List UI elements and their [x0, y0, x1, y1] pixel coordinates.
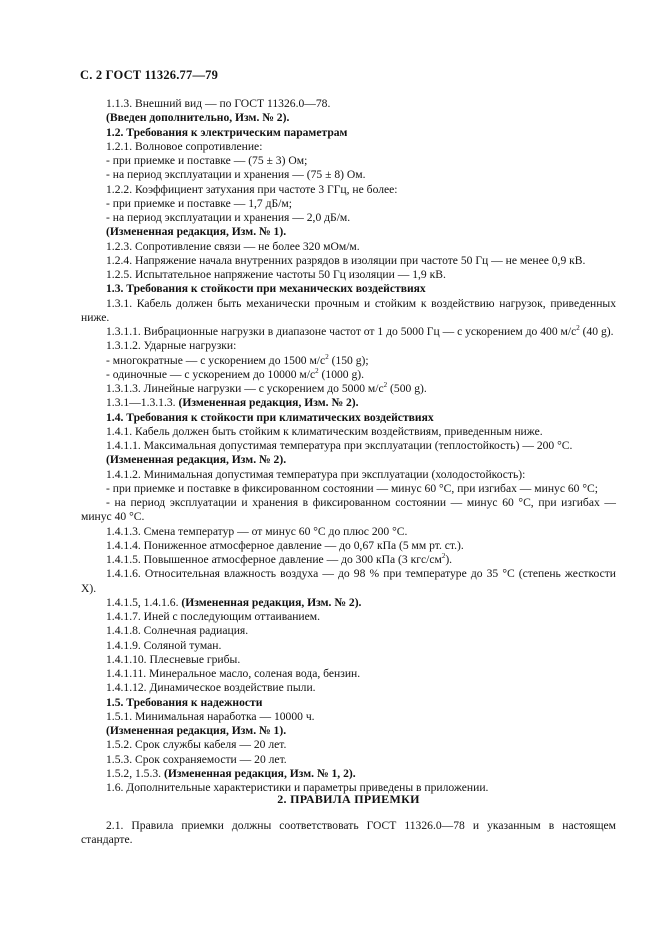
clause-1-4-1-5	[81, 553, 616, 567]
amendment-note: (Измененная редакция, Изм. № 1).	[106, 724, 287, 737]
clause-1-4-1-10: 1.4.1.10. Плесневые грибы.	[106, 652, 241, 666]
clause-text: ).	[445, 553, 453, 566]
clause-1-5-2: 1.5.2. Срок службы кабеля — 20 лет.	[106, 738, 287, 752]
clause-1-4-1-7: 1.4.1.7. Иней с последующим оттаиванием.	[106, 610, 321, 623]
section-1-body	[81, 97, 616, 795]
clause-1-4-1-3: 1.4.1.3. Смена температур — от минус 60 °С до плюс 200 °С.	[106, 524, 408, 538]
amendment-note: (Измененная редакция, Изм. № 1, 2).	[163, 766, 356, 780]
clause-text: 1.4.1.5, 1.4.1.6.	[106, 595, 182, 609]
clause-1-5-1: 1.5.1. Минимальная наработка — 10000 ч.	[106, 709, 315, 723]
list-item: - на период эксплуатации и хранения — 2,0 дБ/м.	[106, 211, 351, 224]
subsection-heading-1-4: 1.4. Требования к стойкости при климатических воздействиях	[106, 410, 434, 424]
clause-1-4-1-9: 1.4.1.9. Соляной туман.	[106, 638, 222, 652]
clause-2-1: 2.1. Правила приемки должны соответствовать ГОСТ 11326.0—78 и указанным в настоящем стандарте.	[81, 819, 616, 847]
clause-1-2-3: 1.2.3. Сопротивление связи — не более 320 мОм/м.	[106, 239, 360, 253]
clause-1-3-1: 1.3.1. Кабель должен быть механически прочным и стойким к воздействию нагрузок, приведенных ниже.	[81, 296, 616, 324]
list-item: - на период эксплуатации и хранения — (75 ± 8) Ом.	[106, 168, 366, 182]
clause-1-4-1: 1.4.1. Кабель должен быть стойким к климатическим воздействиям, приведенным ниже.	[106, 424, 543, 438]
clause-text: 1.3.1—1.3.1.3.	[106, 396, 179, 410]
amendment-note: (Измененная редакция, Изм. № 2).	[178, 396, 359, 410]
clause-1-3-1-1	[81, 325, 616, 339]
clause-1-4-1-12: 1.4.1.12. Динамическое воздействие пыли.	[106, 681, 316, 695]
subsection-heading-1-2: 1.2. Требования к электрическим параметрам	[106, 125, 348, 139]
clause-1-1-3: 1.1.3. Внешний вид — по ГОСТ 11326.0—78.	[106, 97, 331, 110]
clause-1-2-2: 1.2.2. Коэффициент затухания при частоте 3 ГГц, не более:	[106, 182, 398, 196]
subsection-heading-1-3: 1.3. Требования к стойкости при механических воздействиях	[106, 282, 426, 296]
clause-1-2-1: 1.2.1. Волновое сопротивление:	[106, 139, 263, 153]
clause-1-2-5: 1.2.5. Испытательное напряжение частоты 50 Гц изоляции — 1,9 кВ.	[106, 268, 446, 281]
clause-1-4-1-6: 1.4.1.6. Относительная влажность воздуха — до 98 % при температуре до 35 °С (степень жесткости X).	[81, 567, 616, 595]
superscript: 2	[325, 352, 329, 361]
page-header: С. 2 ГОСТ 11326.77—79	[80, 68, 219, 82]
superscript: 2	[315, 366, 319, 375]
clause-1-3-1-2: 1.3.1.2. Ударные нагрузки:	[106, 339, 237, 353]
amendment-ref	[81, 767, 616, 781]
clause-text: (40 g).	[579, 325, 614, 338]
section-2-title: 2. ПРАВИЛА ПРИЕМКИ	[277, 792, 420, 806]
list-item: - при приемке и поставке в фиксированном состоянии — минус 60 °С, при изгибах — минус 60 °С;	[106, 481, 598, 495]
subsection-heading-1-5: 1.5. Требования к надежности	[106, 695, 263, 709]
amendment-note: (Измененная редакция, Изм. № 2).	[181, 595, 362, 609]
clause-text: (1000 g).	[318, 367, 365, 381]
amendment-note: (Измененная редакция, Изм. № 1).	[106, 225, 287, 239]
clause-text: 1.5.2, 1.5.3.	[106, 766, 164, 780]
clause-text: (500 g).	[387, 382, 427, 395]
list-item: - на период эксплуатации и хранения в фиксированном состоянии — минус 60 °С, при изгибах — минус 40 °С.	[81, 496, 616, 524]
list-item	[81, 354, 616, 368]
clause-1-4-1-2: 1.4.1.2. Минимальная допустимая температура при эксплуатации (холодостойкость):	[106, 467, 526, 481]
clause-text: - многократные — с ускорением до 1500 м/с	[106, 353, 326, 367]
clause-1-4-1-8: 1.4.1.8. Солнечная радиация.	[106, 624, 249, 638]
clause-1-4-1-11: 1.4.1.11. Минеральное масло, соленая вода, бензин.	[106, 667, 361, 680]
amendment-ref	[81, 596, 616, 610]
superscript: 2	[441, 552, 446, 560]
superscript: 2	[383, 381, 388, 389]
clause-1-4-1-1: 1.4.1.1. Максимальная допустимая температура при эксплуатации (теплостойкость) — 200 °С.	[106, 439, 573, 452]
clause-1-5-3: 1.5.3. Срок сохраняемости — 20 лет.	[106, 752, 287, 766]
list-item	[81, 368, 616, 382]
amendment-note: (Измененная редакция, Изм. № 2).	[106, 453, 287, 467]
clause-1-4-1-4: 1.4.1.4. Пониженное атмосферное давление — до 0,67 кПа (5 мм рт. ст.).	[106, 538, 464, 552]
clause-text: - одиночные — с ускорением до 10000 м/с	[106, 367, 316, 381]
clause-text: 1.3.1.3. Линейные нагрузки — с ускорением до 5000 м/с	[106, 382, 384, 395]
amendment-ref	[81, 396, 616, 410]
amendment-note: (Введен дополнительно, Изм. № 2).	[106, 111, 290, 125]
clause-text: 1.4.1.5. Повышенное атмосферное давление — до 300 кПа (3 кгс/см	[106, 553, 442, 566]
list-item: - при приемке и поставке — (75 ± 3) Ом;	[106, 154, 308, 167]
clause-1-2-4: 1.2.4. Напряжение начала внутренних разрядов в изоляции при частоте 50 Гц — не менее 0,9 кВ.	[106, 253, 586, 267]
list-item: - при приемке и поставке — 1,7 дБ/м;	[106, 196, 292, 210]
clause-text: 1.3.1.1. Вибрационные нагрузки в диапазоне частот от 1 до 5000 Гц — с ускорением до 400 м/с	[106, 325, 577, 338]
superscript: 2	[576, 324, 580, 332]
clause-1-3-1-3	[81, 382, 616, 396]
clause-text: (150 g);	[328, 353, 369, 367]
clause-1-6: 1.6. Дополнительные характеристики и параметры приведены в приложении.	[106, 781, 489, 794]
